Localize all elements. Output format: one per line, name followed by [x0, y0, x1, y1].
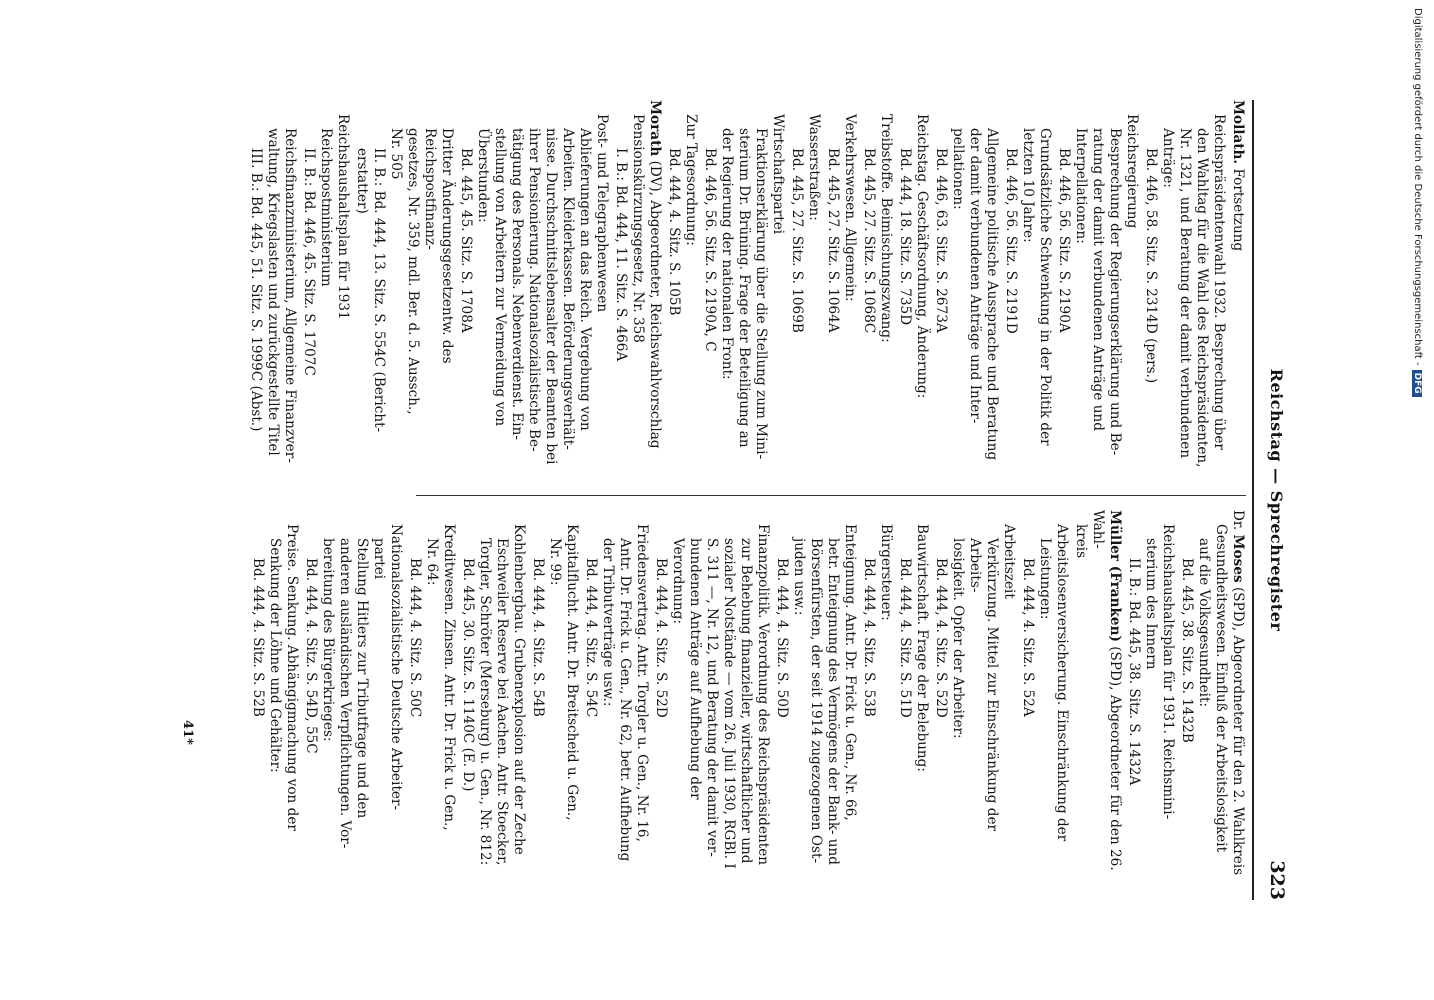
line-text: Bd. 444, 4. Sitz. S. 52B	[250, 558, 266, 717]
running-title: Reichstag — Sprechregister	[1267, 368, 1286, 632]
entry-line	[824, 510, 841, 888]
entry-line	[1125, 510, 1142, 888]
entry-line	[423, 510, 440, 888]
line-text: Bd. 444, 4. Sitz. S. 54B	[530, 558, 546, 717]
register-entry	[932, 510, 1017, 888]
entry-line	[319, 510, 336, 888]
line-text: Arbeitslosenversicherung. Einschränkung der	[1054, 524, 1070, 842]
line-text: Reichshaushaltsplan für 1931	[335, 114, 351, 320]
line-text: Bd. 444, 4. Sitz. S. 50D	[774, 558, 790, 718]
entry-line	[860, 510, 877, 888]
line-text: bundenen Anträge auf Aufhebung der Verordnung:	[670, 538, 703, 800]
line-text: waltung, Kriegslasten und zurückgestellte Titel	[265, 128, 281, 456]
register-entry	[457, 100, 610, 478]
entry-line	[612, 100, 629, 478]
register-entry	[1019, 510, 1070, 888]
line-text: ratung der damit verbundenen Anträge und	[1090, 128, 1106, 431]
register-entry	[1072, 510, 1123, 888]
person-name: Müller (Franken)	[1107, 510, 1123, 642]
entry-line	[336, 510, 353, 888]
line-text: Dr.	[1230, 510, 1246, 535]
entry-line	[421, 100, 455, 478]
line-text: juden usw.:	[791, 538, 807, 616]
register-entry	[932, 100, 1000, 478]
line-text: Wasserstraßen:	[806, 114, 822, 221]
entry-line	[491, 100, 508, 478]
entry-line	[896, 100, 913, 478]
line-text: Bd. 445, 45. Sitz. S. 1708A	[458, 148, 474, 333]
entry-line	[769, 100, 786, 478]
register-entry	[860, 510, 894, 888]
line-text: Bd. 444, 4. Sitz. S. 105B	[666, 148, 682, 316]
entry-line	[1159, 100, 1176, 478]
entry-line	[1072, 100, 1089, 478]
entry-line	[877, 510, 894, 888]
page-header	[1256, 100, 1290, 900]
register-entry	[773, 510, 858, 888]
line-text: Bd. 444, 4. Sitz. S. 52D	[933, 558, 949, 718]
entry-line	[966, 510, 1000, 888]
line-text: kreis	[1073, 524, 1089, 559]
line-text: Bd. 445, 27. Sitz. S. 1064A	[825, 148, 841, 333]
line-text: Arbeitszeit	[1001, 524, 1017, 599]
register-entry	[247, 100, 298, 478]
line-text: Bd. 444, 4. Sitz. S. 52A	[1020, 558, 1036, 717]
line-text: Torgler, Schröter (Merseburg) u. Gen., Nr. 812:	[477, 538, 493, 866]
line-text: den Wahltag für die Wahl des Reichspräsidenten,	[1194, 128, 1210, 468]
entry-line	[682, 100, 699, 478]
line-text: bereitung des Bürgerkrieges:	[320, 538, 336, 742]
register-entry	[459, 510, 527, 888]
entry-line	[1159, 510, 1176, 888]
line-text: Bd. 445, 30. Sitz. S. 1140C (E. D.)	[460, 558, 476, 792]
line-text: Eschweiler Reserve bei Aachen. Antr. Stoecker,	[494, 538, 510, 866]
entry-line	[302, 510, 319, 888]
entry-line	[966, 100, 983, 478]
entry-line	[752, 100, 769, 478]
entry-line	[508, 100, 525, 478]
line-text: Grundsätzliche Schwenkung in der Politik der	[1037, 128, 1053, 446]
line-text: ihrer Pensionierung. Nationalsozialistische Be-	[526, 128, 542, 452]
register-entry	[896, 510, 930, 888]
line-text: Nr. 64:	[424, 538, 440, 586]
line-text: Interpellationen:	[1073, 128, 1089, 244]
line-text: Fortsetzung	[1230, 164, 1246, 252]
register-entry	[353, 100, 455, 478]
entry-line	[387, 510, 404, 888]
entry-line	[1002, 100, 1019, 478]
line-text: Bd. 446, 56. Sitz. S. 2191D	[1003, 148, 1019, 334]
entry-line	[949, 100, 966, 478]
line-text: (SPD), Abgeordneter für den 2. Wahlkreis	[1230, 582, 1246, 876]
line-text: Leistungen:	[1037, 538, 1053, 620]
person-name: Morath	[647, 100, 663, 157]
entry-line	[529, 510, 546, 888]
register-entry	[582, 510, 650, 888]
line-text: I. B.: Bd. 444, 11. Sitz. S. 466A	[613, 148, 629, 362]
entry-line	[510, 510, 527, 888]
entry-line	[474, 100, 491, 478]
line-text: Bd. 446, 63. Sitz. S. 2673A	[933, 148, 949, 333]
line-text: (DV), Abgeordneter, Reichswahlvorschlag	[647, 156, 663, 449]
entry-line	[1229, 100, 1246, 478]
line-text: Pensionskürzungsgesetz, Nr. 358	[630, 114, 646, 343]
line-text: II. B.: Bd. 445, 38. Sitz. S. 1432A	[1126, 558, 1142, 786]
line-text: Arbeiten. Kleiderkassen. Beförderungsverhält-	[560, 128, 576, 450]
entry-line	[788, 100, 805, 478]
entry-line	[1053, 510, 1070, 888]
line-text: Anträge:	[1160, 128, 1176, 188]
line-text: Enteignung. Antr. Dr. Frick u. Gen., Nr. 66,	[842, 524, 858, 821]
line-text: Reichsfinanzministerium, Allgemeine Finanzver-	[282, 128, 298, 463]
register-entry	[1125, 510, 1176, 888]
line-text: S. 311 —, Nr. 12, und Beratung der damit ver-	[704, 538, 720, 857]
line-text: pellationen:	[950, 128, 966, 210]
register-entry	[788, 100, 822, 478]
line-text: Börsenfürsten, der seit 1914 zugezogenen Ost-	[808, 538, 824, 864]
entry-line	[1195, 510, 1212, 888]
entry-line	[266, 510, 283, 888]
line-text: Antr. Dr. Frick u. Gen., Nr. 62, betr. Aufhebung	[617, 538, 633, 862]
dfg-logo: DFG	[1412, 370, 1422, 397]
line-text: partei	[371, 538, 387, 580]
entry-line	[406, 510, 423, 888]
entry-line	[563, 510, 580, 888]
line-text: sozialer Notstände — vom 26. Juli 1930, RGBl. I	[721, 538, 737, 869]
register-entry	[824, 100, 858, 478]
entry-line	[949, 510, 966, 888]
line-text: Verkürzung. Mittel zur Einschränkung der Arbeits-	[967, 538, 1000, 832]
entry-line	[1019, 100, 1036, 478]
line-text: letzten 10 Jahre:	[1020, 128, 1036, 243]
line-text: Überstunden:	[475, 128, 491, 223]
register-entry	[1142, 100, 1227, 478]
entry-line	[370, 510, 387, 888]
line-text: sterium Dr. Brüning. Frage der Beteiligung an	[736, 128, 752, 448]
entry-line	[983, 100, 1000, 478]
line-text: Bd. 444, 4. Sitz. S. 54C	[583, 558, 599, 718]
line-text: der Regierung der nationalen Front:	[719, 128, 735, 380]
entry-line	[593, 100, 610, 478]
line-text: Kreditwesen. Zinsen. Antr. Dr. Frick u. Gen.,	[441, 524, 457, 831]
line-text: Preise. Senkung. Abhängigmachung von der	[284, 524, 300, 831]
line-text: Ablieferungen an das Reich. Vergebung von	[577, 128, 593, 431]
entry-line	[334, 100, 351, 478]
entry-line	[1072, 510, 1089, 888]
line-text: Bd. 445, 27. Sitz. S. 1068C	[861, 148, 877, 334]
register-entry	[612, 100, 663, 478]
digitization-credit	[1412, 8, 1423, 397]
entry-line	[493, 510, 510, 888]
entry-line	[652, 510, 669, 888]
entry-line	[669, 510, 703, 888]
entry-line	[1055, 100, 1072, 478]
line-text: nisse. Durchschnittslebensalter der Beamten bei	[543, 128, 559, 465]
entry-line	[1212, 510, 1229, 888]
register-entry	[1229, 100, 1246, 478]
entry-line	[633, 510, 650, 888]
line-text: Finanzpolitik. Verordnung des Reichspräsidenten	[755, 524, 771, 866]
line-text: sterium des Innern	[1143, 538, 1159, 670]
line-text: losigkeit. Opfer der Arbeiter:	[950, 538, 966, 739]
entry-line	[646, 100, 663, 478]
line-text: Kohlenbergbau. Grubenexplosion auf der Zeche	[511, 524, 527, 855]
register-entry	[652, 510, 771, 888]
entry-line	[720, 510, 737, 888]
entry-line	[476, 510, 493, 888]
page-number: 323	[1266, 860, 1288, 900]
line-text: Zur Tagesordnung:	[683, 114, 699, 246]
line-text: Bd. 444, 4. Sitz. S. 51D	[897, 558, 913, 718]
entry-line	[1229, 510, 1246, 888]
line-text: Reichspräsidentenwahl 1932. Besprechung über	[1211, 114, 1227, 450]
line-text: Reichshaushaltsplan für 1931. Reichsmini-	[1160, 524, 1176, 820]
entry-line	[353, 510, 370, 888]
entry-line	[841, 510, 858, 888]
entry-line	[1019, 510, 1036, 888]
entry-line	[932, 510, 949, 888]
line-text: Besprechung der Regierungserklärung und Be-	[1107, 128, 1123, 456]
line-text: Bauwirtschaft. Frage der Belebung:	[914, 524, 930, 772]
line-text: Gesundheitswesen. Einfluß der Arbeitslosigkeit	[1213, 524, 1229, 853]
entry-line	[877, 100, 894, 478]
entry-line	[542, 100, 559, 478]
credit-text: Digitalisierung gefördert durch die Deutsche Forschungsgemeinschaft -	[1412, 8, 1423, 366]
person-name: Mollath.	[1230, 100, 1246, 165]
line-text: Bd. 446, 56. Sitz. S. 2190A, C	[702, 148, 718, 352]
entry-line	[790, 510, 807, 888]
register-entry	[302, 510, 404, 888]
entry-line	[932, 100, 949, 478]
register-entry	[300, 100, 351, 478]
entry-line	[1193, 100, 1210, 478]
line-text: Verkehrswesen. Allgemein:	[842, 114, 858, 302]
entry-line	[1089, 100, 1106, 478]
line-text: (SPD), Abgeordneter für den 26. Wahl-	[1090, 510, 1123, 871]
register-entry	[896, 100, 930, 478]
register-entry	[249, 510, 300, 888]
entry-line	[247, 100, 264, 478]
entry-line	[913, 100, 930, 478]
line-text: zur Behebung finanzieller, wirtschaftlicher und	[738, 538, 754, 864]
line-text: Wirtschaftspartei	[770, 114, 786, 235]
entry-line	[665, 100, 682, 478]
line-text: Bd. 444, 4. Sitz. S. 50C	[407, 558, 423, 718]
line-text: Senkung der Löhne und Gehälter:	[267, 538, 283, 773]
column-divider	[416, 495, 1246, 496]
entry-line	[599, 510, 616, 888]
entry-line	[264, 100, 281, 478]
entry-line	[353, 100, 370, 478]
entry-line	[281, 100, 298, 478]
entry-line	[440, 510, 457, 888]
entry-line	[459, 510, 476, 888]
header-rule	[1252, 100, 1254, 900]
entry-line	[841, 100, 858, 478]
entry-line	[1106, 100, 1123, 478]
entry-line	[860, 100, 877, 478]
entry-line	[754, 510, 771, 888]
line-text: Friedensvertrag. Antr. Torgler u. Gen., Nr. 16,	[634, 524, 650, 842]
entry-line	[773, 510, 790, 888]
line-text: erstatter)	[354, 148, 370, 214]
line-text: tätigung des Personals. Nebenverdienst. Ein-	[509, 128, 525, 440]
line-text: gesetzes, Nr. 359, mdl. Ber. d. 5. Aussch.,	[405, 128, 421, 415]
line-text: II. B.: Bd. 446, 45. Sitz. S. 1707C	[301, 148, 317, 376]
entry-line	[1142, 510, 1159, 888]
entry-line	[805, 100, 822, 478]
line-text: betr. Enteignung des Vermögens der Bank- und	[825, 538, 841, 865]
line-text: Nationalsozialistische Deutsche Arbeiter-	[388, 524, 404, 811]
register-entry	[406, 510, 457, 888]
line-text: Post- und Telegraphenwesen	[594, 114, 610, 313]
line-text: Allgemeine politische Aussprache und Beratung	[984, 128, 1000, 461]
entry-line	[559, 100, 576, 478]
line-text: Reichstag. Geschäftsordnung, Änderung:	[914, 114, 930, 399]
entry-line	[718, 100, 735, 478]
entry-line	[1123, 100, 1140, 478]
entry-line	[616, 510, 633, 888]
entry-line	[1036, 100, 1053, 478]
line-text: Nr. 99:	[547, 538, 563, 586]
register-entry	[529, 510, 580, 888]
entry-line	[1210, 100, 1227, 478]
entry-line	[913, 510, 930, 888]
line-text: Bd. 444, 4. Sitz. S. 53B	[861, 558, 877, 717]
entry-line	[703, 510, 720, 888]
entry-line	[546, 510, 563, 888]
register-entry	[1178, 510, 1246, 888]
line-text: Bd. 444, 4. Sitz. S. 52D	[653, 558, 669, 718]
entry-line	[387, 100, 404, 478]
line-text: anderen ausländischen Verpflichtungen. Vor-	[337, 538, 353, 849]
line-text: Treibstoffe. Beimischungszwang:	[878, 114, 894, 343]
line-text: Nr. 1321, und Beratung der damit verbundenen	[1177, 128, 1193, 459]
entry-line	[735, 100, 752, 478]
entry-line	[807, 510, 824, 888]
entry-line	[300, 100, 317, 478]
line-text: Bd. 444, 4. Sitz. S. 54D, 55C	[303, 558, 319, 754]
right-column	[247, 510, 1246, 888]
entry-line	[1142, 100, 1159, 478]
entry-line	[317, 100, 334, 478]
line-text: Fraktionserklärung über die Stellung zum Mini-	[753, 128, 769, 460]
line-text: Bd. 445, 38. Sitz. S. 1432B	[1179, 558, 1195, 743]
register-entry	[701, 100, 786, 478]
entry-line	[1176, 100, 1193, 478]
line-text: Reichsregierung	[1124, 114, 1140, 229]
entry-line	[896, 510, 913, 888]
line-text: Bd. 444, 18. Sitz. S. 735D	[897, 148, 913, 326]
line-text: Bd. 446, 56. Sitz. S. 2190A	[1056, 148, 1072, 333]
entry-line	[1000, 510, 1017, 888]
line-text: II. B.: Bd. 444, 13. Sitz. S. 554C (Bericht-	[371, 148, 387, 433]
person-name: Moses	[1230, 534, 1246, 583]
entry-line	[283, 510, 300, 888]
entry-line	[701, 100, 718, 478]
line-text: Bürgersteuer:	[878, 524, 894, 621]
entry-line	[1089, 510, 1123, 888]
register-entry	[1055, 100, 1140, 478]
entry-line	[824, 100, 841, 478]
entry-line	[582, 510, 599, 888]
line-text: der Tributverträge usw.:	[600, 538, 616, 707]
entry-line	[370, 100, 387, 478]
entry-line	[737, 510, 754, 888]
entry-line	[404, 100, 421, 478]
register-entry	[1002, 100, 1053, 478]
entry-line	[249, 510, 266, 888]
line-text: Bd. 445, 27. Sitz. S. 1069B	[789, 148, 805, 333]
register-page	[100, 100, 1290, 900]
register-entry	[665, 100, 699, 478]
line-text: Nr. 505	[388, 128, 404, 180]
entry-line	[457, 100, 474, 478]
line-text: Reichspostministerium	[318, 128, 334, 287]
entry-line	[1036, 510, 1053, 888]
entry-line	[629, 100, 646, 478]
line-text: Kapitalflucht. Antr. Dr. Breitscheid u. Gen.,	[564, 524, 580, 821]
line-text: der damit verbundenen Anträge und Inter-	[967, 128, 983, 424]
line-text: Stellung Hitlers zur Tributfrage und den	[354, 538, 370, 819]
entry-line	[525, 100, 542, 478]
signature-mark: 41*	[180, 720, 195, 745]
entry-line	[1178, 510, 1195, 888]
line-text: auf die Volksgesundheit:	[1196, 538, 1212, 708]
left-column	[245, 100, 1246, 478]
line-text: stellung von Arbeitern zur Vermeidung von	[492, 128, 508, 427]
line-text: Dritter Änderungsgesetzentw. des Reichspostfinanz-	[422, 128, 455, 364]
line-text: Bd. 446, 58. Sitz. S. 2314D (pers.)	[1143, 148, 1159, 384]
line-text: III. B.: Bd. 445, 51. Sitz. S. 1999C (Abst.)	[248, 148, 264, 432]
register-entry	[860, 100, 894, 478]
entry-line	[576, 100, 593, 478]
